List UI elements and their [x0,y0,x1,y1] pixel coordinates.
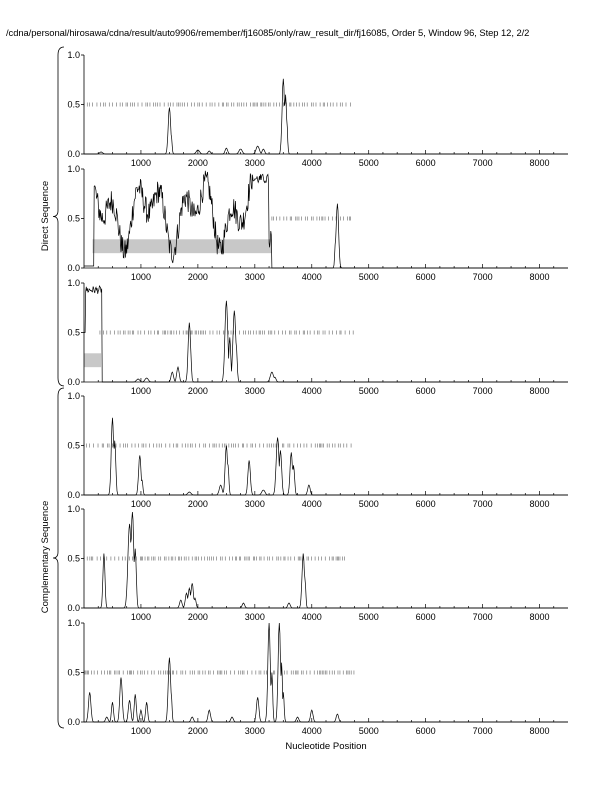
x-tick-label: 8000 [529,272,550,282]
y-tick-label: 1.0 [67,391,80,401]
brace-complementary [53,388,64,728]
series-line [84,418,568,495]
highlight-region [93,239,272,253]
page-title: /cdna/personal/hirosawa/cdna/result/auto9906/remember/fj16085/only/raw_result_dir/fj16085, Order 5, Window 96, Step 12, 2/2 [6,27,530,38]
y-tick-label: 0.0 [67,490,80,500]
y-tick-label: 0.0 [67,149,80,159]
x-tick-label: 4000 [301,386,322,396]
y-tick-label: 0.0 [67,603,80,613]
x-tick-label: 2000 [187,272,208,282]
x-tick-label: 8000 [529,726,550,736]
x-tick-label: 4000 [301,726,322,736]
x-tick-label: 7000 [472,158,493,168]
x-tick-label: 4000 [301,272,322,282]
x-tick-label: 1000 [130,158,151,168]
y-tick-label: 1.0 [67,278,80,288]
x-tick-label: 5000 [358,499,379,509]
x-tick-label: 7000 [472,272,493,282]
group-label-direct: Direct Sequence [40,180,51,252]
x-tick-label: 6000 [415,386,436,396]
series-line [84,286,568,382]
x-tick-label: 1000 [130,726,151,736]
panel-4 [67,391,568,509]
x-tick-label: 6000 [415,726,436,736]
x-tick-label: 1000 [130,499,151,509]
x-tick-label: 8000 [529,499,550,509]
x-tick-label: 1000 [130,386,151,396]
x-tick-label: 3000 [244,612,265,622]
y-tick-label: 0.0 [67,377,80,387]
x-tick-label: 3000 [244,499,265,509]
series-line [84,79,568,154]
x-tick-label: 4000 [301,158,322,168]
x-tick-label: 7000 [472,386,493,396]
x-tick-label: 4000 [301,612,322,622]
x-tick-label: 2000 [187,499,208,509]
series-line [84,623,568,722]
y-tick-label: 0.5 [67,327,80,338]
panel-6 [67,618,568,736]
panel-5 [67,504,568,622]
panel-2 [67,164,568,282]
x-tick-label: 2000 [187,158,208,168]
series-line [84,512,568,608]
x-tick-label: 5000 [358,612,379,622]
brace-direct [53,47,64,386]
y-tick-label: 1.0 [67,164,80,174]
y-tick-label: 0.5 [67,553,80,564]
group-braces [53,47,64,728]
x-axis-label: Nucleotide Position [285,741,367,752]
chart-panels [67,50,568,736]
x-tick-label: 2000 [187,726,208,736]
x-tick-label: 8000 [529,612,550,622]
y-tick-label: 0.5 [67,440,80,451]
x-tick-label: 8000 [529,158,550,168]
panel-3 [67,278,568,396]
x-tick-label: 3000 [244,386,265,396]
y-tick-label: 1.0 [67,504,80,514]
y-tick-label: 0.5 [67,667,80,678]
y-tick-label: 0.0 [67,263,80,273]
x-tick-label: 5000 [358,386,379,396]
x-tick-label: 4000 [301,499,322,509]
group-label-complementary: Complementary Sequence [40,500,51,614]
x-tick-label: 7000 [472,726,493,736]
x-tick-label: 2000 [187,386,208,396]
y-tick-label: 0.5 [67,213,80,224]
y-tick-label: 0.0 [67,717,80,727]
x-tick-label: 6000 [415,272,436,282]
series-line [84,171,568,268]
x-tick-label: 1000 [130,612,151,622]
x-tick-label: 5000 [358,272,379,282]
x-tick-label: 3000 [244,158,265,168]
panel-1 [67,50,568,168]
x-tick-label: 6000 [415,612,436,622]
y-tick-label: 1.0 [67,50,80,60]
x-tick-label: 3000 [244,272,265,282]
x-tick-label: 6000 [415,158,436,168]
x-tick-label: 8000 [529,386,550,396]
x-tick-label: 7000 [472,499,493,509]
x-tick-label: 1000 [130,272,151,282]
x-tick-label: 3000 [244,726,265,736]
highlight-region [84,353,101,367]
y-tick-label: 0.5 [67,99,80,110]
x-tick-label: 5000 [358,158,379,168]
y-tick-label: 1.0 [67,618,80,628]
x-tick-label: 2000 [187,612,208,622]
x-tick-label: 5000 [358,726,379,736]
x-tick-label: 7000 [472,612,493,622]
x-tick-label: 6000 [415,499,436,509]
